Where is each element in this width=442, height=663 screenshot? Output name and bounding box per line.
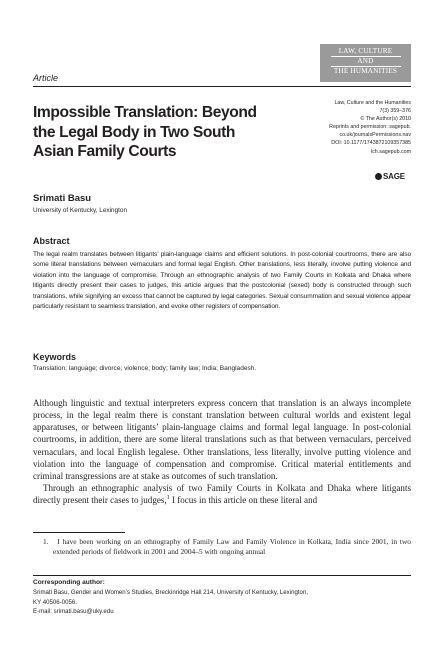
- publisher-logo: [375, 172, 405, 181]
- journal-logo-line: LAW, CULTURE: [338, 47, 393, 55]
- body-text-segment: Through an ethnographic analysis of two Family Courts in Kolkata and Dhaka where litigants directly present their cases to judges,: [33, 483, 411, 506]
- journal-logo-line: THE HUMANITIES: [333, 67, 398, 75]
- corresponding-email[interactable]: E-mail: srimati.basu@uky.edu: [33, 608, 114, 615]
- corresponding-author-heading: Corresponding author:: [33, 579, 105, 586]
- footnote-rule: [33, 532, 125, 533]
- meta-doi[interactable]: DOI: 10.1177/1743872109357385: [331, 140, 411, 147]
- sage-logo-icon: [375, 173, 382, 180]
- journal-logo-box: [320, 44, 411, 82]
- abstract-text: The legal realm translates between litigants’ plain-language claims and efficient solutions. In post-colonial courtrooms, there are also some literal translations between vernaculars and formal legal English. Other translations, less literally, involve putting violence and violation into the language of compromise. Through an ethnographic analysis of two Family Courts in Kolkata and Dhaka where litigants directly present their cases to judges, this article argues that the postcolonial (sexed) body is constructed through such translations, while signifying an excess that cannot be captured by legal categories. Sexual consummation and sexual violence appear particularly resistant to seamless translation, and evoke other registers of compensation.: [33, 251, 411, 311]
- title-line: Impossible Translation: Beyond: [33, 104, 257, 121]
- publisher-logo-text: SAGE: [383, 172, 405, 181]
- abstract-heading: Abstract: [33, 236, 70, 246]
- meta-volume: 7(3) 359–376: [379, 108, 411, 115]
- meta-copyright: © The Author(s) 2010: [360, 116, 411, 123]
- corresponding-author-details: [33, 588, 411, 617]
- meta-reprints: Reprints and permission: sagepub.: [329, 124, 411, 131]
- keywords-text: Translation; language; divorce; violence; body; family law; India; Bangladesh.: [33, 365, 257, 372]
- footnote-number: 1.: [43, 537, 49, 546]
- keywords-heading: Keywords: [33, 352, 77, 362]
- article-type-label: Article: [33, 73, 59, 83]
- footer-rule: [33, 575, 411, 576]
- title-line: the Legal Body in Two South: [33, 123, 236, 141]
- publication-meta: [296, 99, 411, 156]
- footnote-marker[interactable]: 1: [166, 495, 170, 502]
- journal-logo-line: AND: [357, 57, 374, 65]
- meta-journal: Law, Culture and the Humanities: [334, 100, 411, 106]
- footnote: [33, 537, 411, 558]
- title-line: Asian Family Courts: [33, 143, 177, 160]
- corresponding-address: Srimati Basu, Gender and Women’s Studies, Breckinridge Hall 214, University of Kentucky, Lexington,: [33, 589, 309, 596]
- body-text-segment: I focus in this article on these literal and: [169, 495, 318, 506]
- body-paragraph: Although linguistic and textual interpreters express concern that translation is an always incomplete process, in the legal realm there is constant translation between cultural worlds and existent legal apparatuses, or between litigants’ plain-language claims and formal legal language. In post-colonial courtrooms, in addition, there are some literal translations such as that between vernaculars, perceived vernaculars, and local English legalese. Other translations, less literally, involve putting violence and violation into the language of compensation and compromise. Critical material entitlements and criminal transgressions are at stake as outcomes of such translation.: [33, 398, 411, 481]
- header-rule: [33, 86, 411, 87]
- article-title: [33, 103, 288, 162]
- article-body: [33, 397, 411, 506]
- body-paragraph: [33, 482, 411, 506]
- meta-site[interactable]: lch.sagepub.com: [370, 148, 411, 155]
- corresponding-postcode: KY 40506-0056.: [33, 598, 77, 606]
- author-name: Srimati Basu: [33, 193, 92, 204]
- meta-reprints-link[interactable]: co.uk/journalsPermissions.nav: [339, 132, 411, 139]
- footnote-text: I have been working on an ethnography of Family Law and Family Violence in Kolkata, India since 2001, in two extended periods of fieldwork in 2001 and 2004–5 with ongoing annual: [53, 537, 412, 557]
- author-affiliation: University of Kentucky, Lexington: [33, 207, 128, 214]
